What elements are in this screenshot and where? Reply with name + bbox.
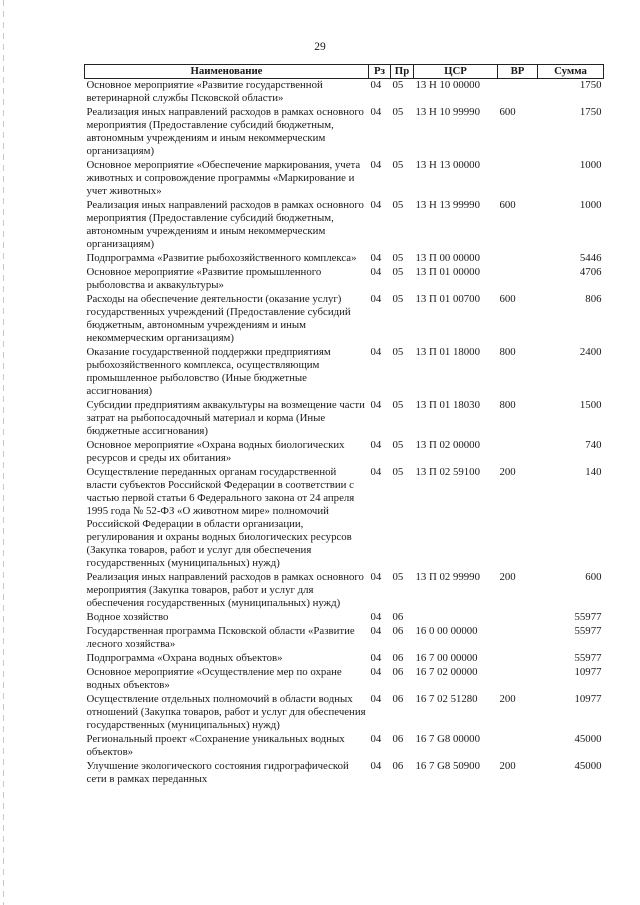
row-sum: 10977 bbox=[574, 693, 602, 705]
table-row bbox=[85, 399, 604, 439]
row-pr: 06 bbox=[392, 733, 404, 745]
row-name: Региональный проект «Сохранение уникальных водных объектов» bbox=[86, 733, 345, 758]
row-csr: 13 П 01 00000 bbox=[415, 266, 480, 278]
row-name: Улучшение экологического состояния гидрографической сети в рамках переданных bbox=[86, 760, 349, 785]
row-pr: 06 bbox=[392, 666, 404, 678]
table-row bbox=[85, 733, 604, 760]
row-pr: 05 bbox=[392, 346, 404, 358]
row-sum: 740 bbox=[585, 439, 602, 451]
row-name: Осуществление отдельных полномочий в области водных отношений (Закупка товаров, работ и услуг для обеспечения государственных (муниципальных) нужд) bbox=[86, 693, 366, 731]
row-pr: 05 bbox=[392, 439, 404, 451]
row-name: Подпрограмма «Охрана водных объектов» bbox=[86, 652, 283, 664]
table-row bbox=[85, 106, 604, 159]
row-rz: 04 bbox=[370, 346, 382, 358]
row-name: Основное мероприятие «Развитие промышленного рыболовства и аквакультуры» bbox=[86, 266, 322, 291]
row-pr: 06 bbox=[392, 693, 404, 705]
row-sum: 55977 bbox=[574, 652, 602, 664]
row-name: Основное мероприятие «Обеспечение маркирования, учета животных и сопровождение программы «Маркирование и учет животных» bbox=[86, 159, 361, 197]
header-name: Наименование bbox=[85, 65, 369, 79]
table-header-row bbox=[85, 65, 604, 79]
row-rz: 04 bbox=[370, 159, 382, 171]
row-csr: 13 П 01 00700 bbox=[415, 293, 480, 305]
header-pr: Пр bbox=[391, 65, 414, 79]
row-csr: 16 7 G8 00000 bbox=[415, 733, 480, 745]
row-rz: 04 bbox=[370, 79, 382, 91]
row-csr: 13 П 01 18000 bbox=[415, 346, 480, 358]
row-csr: 16 0 00 00000 bbox=[415, 625, 478, 637]
row-rz: 04 bbox=[370, 625, 382, 637]
row-sum: 806 bbox=[585, 293, 602, 305]
row-sum: 1500 bbox=[579, 399, 602, 411]
row-name: Реализация иных направлений расходов в рамках основного мероприятия (Предоставление субсидий бюджетным, автономным учреждениям и иным некоммерческим организациям) bbox=[86, 199, 364, 250]
header-sum: Сумма bbox=[538, 65, 604, 79]
row-vr bbox=[498, 611, 538, 625]
row-sum: 1000 bbox=[579, 199, 602, 211]
row-sum: 45000 bbox=[574, 760, 602, 772]
row-name: Реализация иных направлений расходов в рамках основного мероприятия (Предоставление субсидий бюджетным, автономным учреждениям и иным некоммерческим организациям) bbox=[86, 106, 364, 157]
row-vr bbox=[498, 159, 538, 199]
row-sum: 2400 bbox=[579, 346, 602, 358]
row-csr: 13 П 02 99990 bbox=[415, 571, 480, 583]
row-name: Осуществление переданных органам государственной власти субъектов Российской Федерации в соответствии с частью первой статьи 6 Федерального закона от 24 апреля 1995 года № 52-ФЗ «О животном мире» полномочий Российской Федерации в области организации, регулирования и охраны водных биологических ресурсов (Закупка товаров, работ и услуг для обеспечения государственных (муниципальных) нужд) bbox=[86, 466, 355, 569]
row-sum: 5446 bbox=[579, 252, 602, 264]
row-csr: 13 Н 10 00000 bbox=[415, 79, 480, 91]
row-sum: 1750 bbox=[579, 79, 602, 91]
row-sum: 4706 bbox=[579, 266, 602, 278]
row-sum: 600 bbox=[585, 571, 602, 583]
table-row bbox=[85, 252, 604, 266]
row-name: Реализация иных направлений расходов в рамках основного мероприятия (Закупка товаров, работ и услуг для обеспечения государственных (муниципальных) нужд) bbox=[86, 571, 364, 609]
row-sum: 1750 bbox=[579, 106, 602, 118]
row-name: Водное хозяйство bbox=[86, 611, 169, 623]
row-vr: 200 bbox=[499, 571, 516, 583]
budget-table bbox=[84, 64, 604, 787]
scan-edge-artifact bbox=[3, 0, 4, 905]
row-csr: 13 П 02 59100 bbox=[415, 466, 480, 478]
table-row bbox=[85, 760, 604, 787]
row-name: Основное мероприятие «Осуществление мер по охране водных объектов» bbox=[86, 666, 342, 691]
row-sum: 140 bbox=[585, 466, 602, 478]
table-row bbox=[85, 159, 604, 199]
row-name: Основное мероприятие «Развитие государственной ветеринарной службы Псковской области» bbox=[86, 79, 323, 104]
table-body bbox=[85, 79, 604, 788]
table-row bbox=[85, 652, 604, 666]
row-name: Оказание государственной поддержки предприятиям рыбохозяйственного комплекса, осуществляющим промышленное рыболовство (Иные бюджетные ассигнования) bbox=[86, 346, 331, 397]
row-vr bbox=[498, 733, 538, 760]
row-pr: 06 bbox=[392, 625, 404, 637]
header-vr: ВР bbox=[498, 65, 538, 79]
row-pr: 05 bbox=[392, 252, 404, 264]
row-vr bbox=[498, 439, 538, 466]
row-csr: 13 П 01 18030 bbox=[415, 399, 480, 411]
row-rz: 04 bbox=[370, 693, 382, 705]
row-rz: 04 bbox=[370, 252, 382, 264]
row-csr: 16 7 02 51280 bbox=[415, 693, 478, 705]
row-rz: 04 bbox=[370, 666, 382, 678]
row-pr: 06 bbox=[392, 760, 404, 772]
table-row bbox=[85, 571, 604, 611]
row-name: Государственная программа Псковской области «Развитие лесного хозяйства» bbox=[86, 625, 355, 650]
row-rz: 04 bbox=[370, 571, 382, 583]
row-sum: 10977 bbox=[574, 666, 602, 678]
row-pr: 05 bbox=[392, 159, 404, 171]
row-csr: 13 Н 13 99990 bbox=[415, 199, 480, 211]
row-vr: 800 bbox=[499, 399, 516, 411]
row-sum: 45000 bbox=[574, 733, 602, 745]
row-name: Подпрограмма «Развитие рыбохозяйственного комплекса» bbox=[86, 252, 357, 264]
row-pr: 06 bbox=[392, 611, 404, 623]
header-csr: ЦСР bbox=[414, 65, 498, 79]
row-pr: 05 bbox=[392, 199, 404, 211]
table-row bbox=[85, 346, 604, 399]
row-vr: 600 bbox=[499, 293, 516, 305]
row-vr bbox=[498, 666, 538, 693]
row-pr: 06 bbox=[392, 652, 404, 664]
row-pr: 05 bbox=[392, 466, 404, 478]
row-name: Субсидии предприятиям аквакультуры на возмещение части затрат на рыбопосадочный материал и корма (Иные бюджетные ассигнования) bbox=[86, 399, 365, 437]
table-row bbox=[85, 199, 604, 252]
row-rz: 04 bbox=[370, 439, 382, 451]
table-row bbox=[85, 625, 604, 652]
row-vr: 200 bbox=[499, 466, 516, 478]
row-pr: 05 bbox=[392, 293, 404, 305]
row-pr: 05 bbox=[392, 106, 404, 118]
row-csr: 13 Н 13 00000 bbox=[415, 159, 480, 171]
row-rz: 04 bbox=[370, 760, 382, 772]
row-vr: 600 bbox=[499, 199, 516, 211]
row-pr: 05 bbox=[392, 399, 404, 411]
row-name: Расходы на обеспечение деятельности (оказание услуг) государственных учреждений (Предоставление субсидий бюджетным, автономным учреждениям и иным некоммерческим организациям) bbox=[86, 293, 351, 344]
row-vr bbox=[498, 252, 538, 266]
table-row bbox=[85, 666, 604, 693]
row-rz: 04 bbox=[370, 733, 382, 745]
row-csr: 16 7 G8 50900 bbox=[415, 760, 480, 772]
row-pr: 05 bbox=[392, 571, 404, 583]
row-vr: 600 bbox=[499, 106, 516, 118]
table-row bbox=[85, 693, 604, 733]
row-csr: 13 Н 10 99990 bbox=[415, 106, 480, 118]
row-rz: 04 bbox=[370, 611, 382, 623]
row-rz: 04 bbox=[370, 399, 382, 411]
table-row bbox=[85, 79, 604, 107]
row-sum: 55977 bbox=[574, 611, 602, 623]
table-row bbox=[85, 466, 604, 571]
row-name: Основное мероприятие «Охрана водных биологических ресурсов и среды их обитания» bbox=[86, 439, 345, 464]
row-vr bbox=[498, 652, 538, 666]
row-pr: 05 bbox=[392, 266, 404, 278]
row-rz: 04 bbox=[370, 266, 382, 278]
row-csr: 16 7 00 00000 bbox=[415, 652, 478, 664]
row-vr bbox=[498, 625, 538, 652]
row-sum: 55977 bbox=[574, 625, 602, 637]
row-csr bbox=[414, 611, 498, 625]
row-vr: 200 bbox=[499, 693, 516, 705]
row-sum: 1000 bbox=[579, 159, 602, 171]
table-row bbox=[85, 611, 604, 625]
row-pr: 05 bbox=[392, 79, 404, 91]
table-row bbox=[85, 439, 604, 466]
row-rz: 04 bbox=[370, 293, 382, 305]
row-rz: 04 bbox=[370, 652, 382, 664]
row-vr: 200 bbox=[499, 760, 516, 772]
row-csr: 16 7 02 00000 bbox=[415, 666, 478, 678]
page-number: 29 bbox=[314, 41, 326, 53]
row-csr: 13 П 00 00000 bbox=[415, 252, 480, 264]
row-rz: 04 bbox=[370, 106, 382, 118]
row-rz: 04 bbox=[370, 199, 382, 211]
row-vr: 800 bbox=[499, 346, 516, 358]
table-row bbox=[85, 293, 604, 346]
row-vr bbox=[498, 266, 538, 293]
row-rz: 04 bbox=[370, 466, 382, 478]
table-row bbox=[85, 266, 604, 293]
header-rz: Рз bbox=[369, 65, 391, 79]
row-csr: 13 П 02 00000 bbox=[415, 439, 480, 451]
row-vr bbox=[498, 79, 538, 107]
